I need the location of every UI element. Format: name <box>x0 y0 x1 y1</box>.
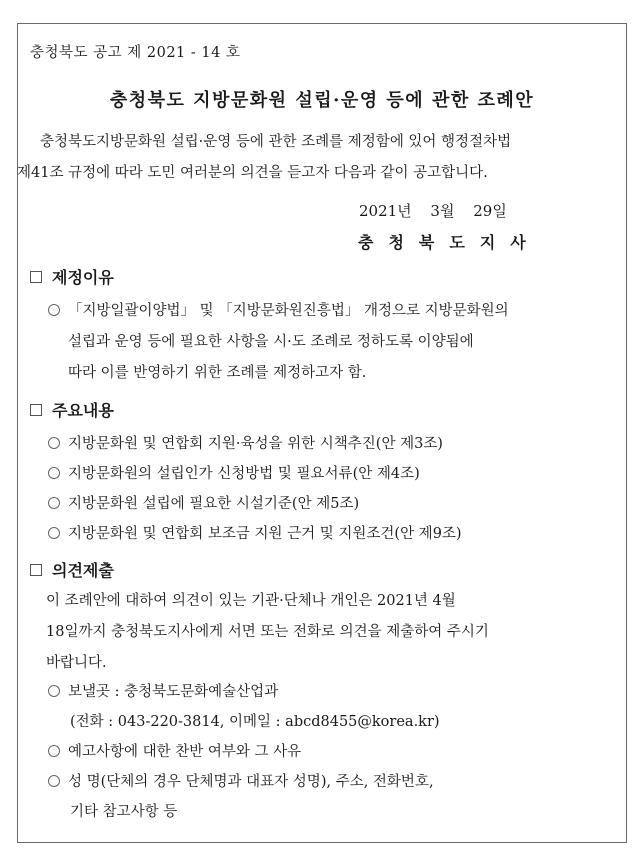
square-bullet-icon <box>30 271 42 283</box>
list-item-continuation: 따라 이를 반영하기 위한 조례를 제정하고자 함. <box>68 365 367 381</box>
circle-bullet-icon <box>48 497 60 509</box>
circle-bullet-icon <box>48 304 60 316</box>
notice-date: 2021년 3월 29일 <box>359 202 507 220</box>
list-item <box>48 770 434 791</box>
list-item-text: 예고사항에 대한 찬반 여부와 그 사유 <box>68 744 302 760</box>
section-heading-opinion-submission <box>30 558 114 581</box>
list-item-text: 성 명(단체의 경우 단체명과 대표자 성명), 주소, 전화번호, <box>68 774 434 790</box>
square-bullet-icon <box>30 564 42 576</box>
list-item <box>48 680 278 701</box>
list-item <box>48 462 420 483</box>
list-item <box>48 432 443 453</box>
circle-bullet-icon <box>48 745 60 757</box>
section-heading-label: 제정이유 <box>52 268 114 287</box>
circle-bullet-icon <box>48 775 60 787</box>
section-heading-label: 의견제출 <box>52 561 114 580</box>
circle-bullet-icon <box>48 467 60 479</box>
list-item <box>48 492 359 513</box>
section-heading-label: 주요내용 <box>52 401 114 420</box>
issuer-name: 충청북도지사 <box>358 233 541 252</box>
list-item-text: 보낼곳 : 충청북도문화예술산업과 <box>68 684 279 700</box>
contact-info: (전화 : 043-220-3814, 이메일 : abcd8455@korea.kr) <box>70 714 440 730</box>
paragraph-line: 18일까지 충청북도지사에게 서면 또는 전화로 의견을 제출하여 주시기 <box>46 624 489 640</box>
list-item-text: 지방문화원 및 연합회 보조금 지원 근거 및 지원조건(안 제9조) <box>68 526 462 542</box>
circle-bullet-icon <box>48 437 60 449</box>
list-item-text: 지방문화원 설립에 필요한 시설기준(안 제5조) <box>68 496 360 512</box>
list-item-text: 지방문화원 및 연합회 지원·육성을 위한 시책추진(안 제3조) <box>68 436 443 452</box>
list-item <box>48 740 301 761</box>
circle-bullet-icon <box>48 527 60 539</box>
square-bullet-icon <box>30 404 42 416</box>
notice-frame <box>17 23 627 843</box>
section-heading-main-content <box>30 398 114 421</box>
list-item <box>48 299 509 320</box>
notice-number: 충청북도 공고 제 2021 - 14 호 <box>30 45 241 61</box>
paragraph-line: 이 조례안에 대하여 의견이 있는 기관·단체나 개인은 2021년 4월 <box>46 593 456 609</box>
intro-line-1: 충청북도지방문화원 설립·운영 등에 관한 조례를 제정함에 있어 행정절차법 <box>40 134 512 150</box>
list-item-continuation: 설립과 운영 등에 필요한 사항을 시·도 조례로 정하도록 이양됨에 <box>68 334 474 350</box>
section-heading-reason <box>30 265 114 288</box>
paragraph-line: 바랍니다. <box>46 655 107 671</box>
list-item-continuation: 기타 참고사항 등 <box>70 804 178 820</box>
circle-bullet-icon <box>48 685 60 697</box>
list-item <box>48 522 462 543</box>
intro-line-2: 제41조 규정에 따라 도민 여러분의 의견을 듣고자 다음과 같이 공고합니다. <box>17 165 488 181</box>
document-title: 충청북도 지방문화원 설립·운영 등에 관한 조례안 <box>109 90 535 111</box>
list-item-text: 「지방일괄이양법」 및 「지방문화원진흥법」 개정으로 지방문화원의 <box>68 303 509 319</box>
list-item-text: 지방문화원의 설립인가 신청방법 및 필요서류(안 제4조) <box>68 466 420 482</box>
